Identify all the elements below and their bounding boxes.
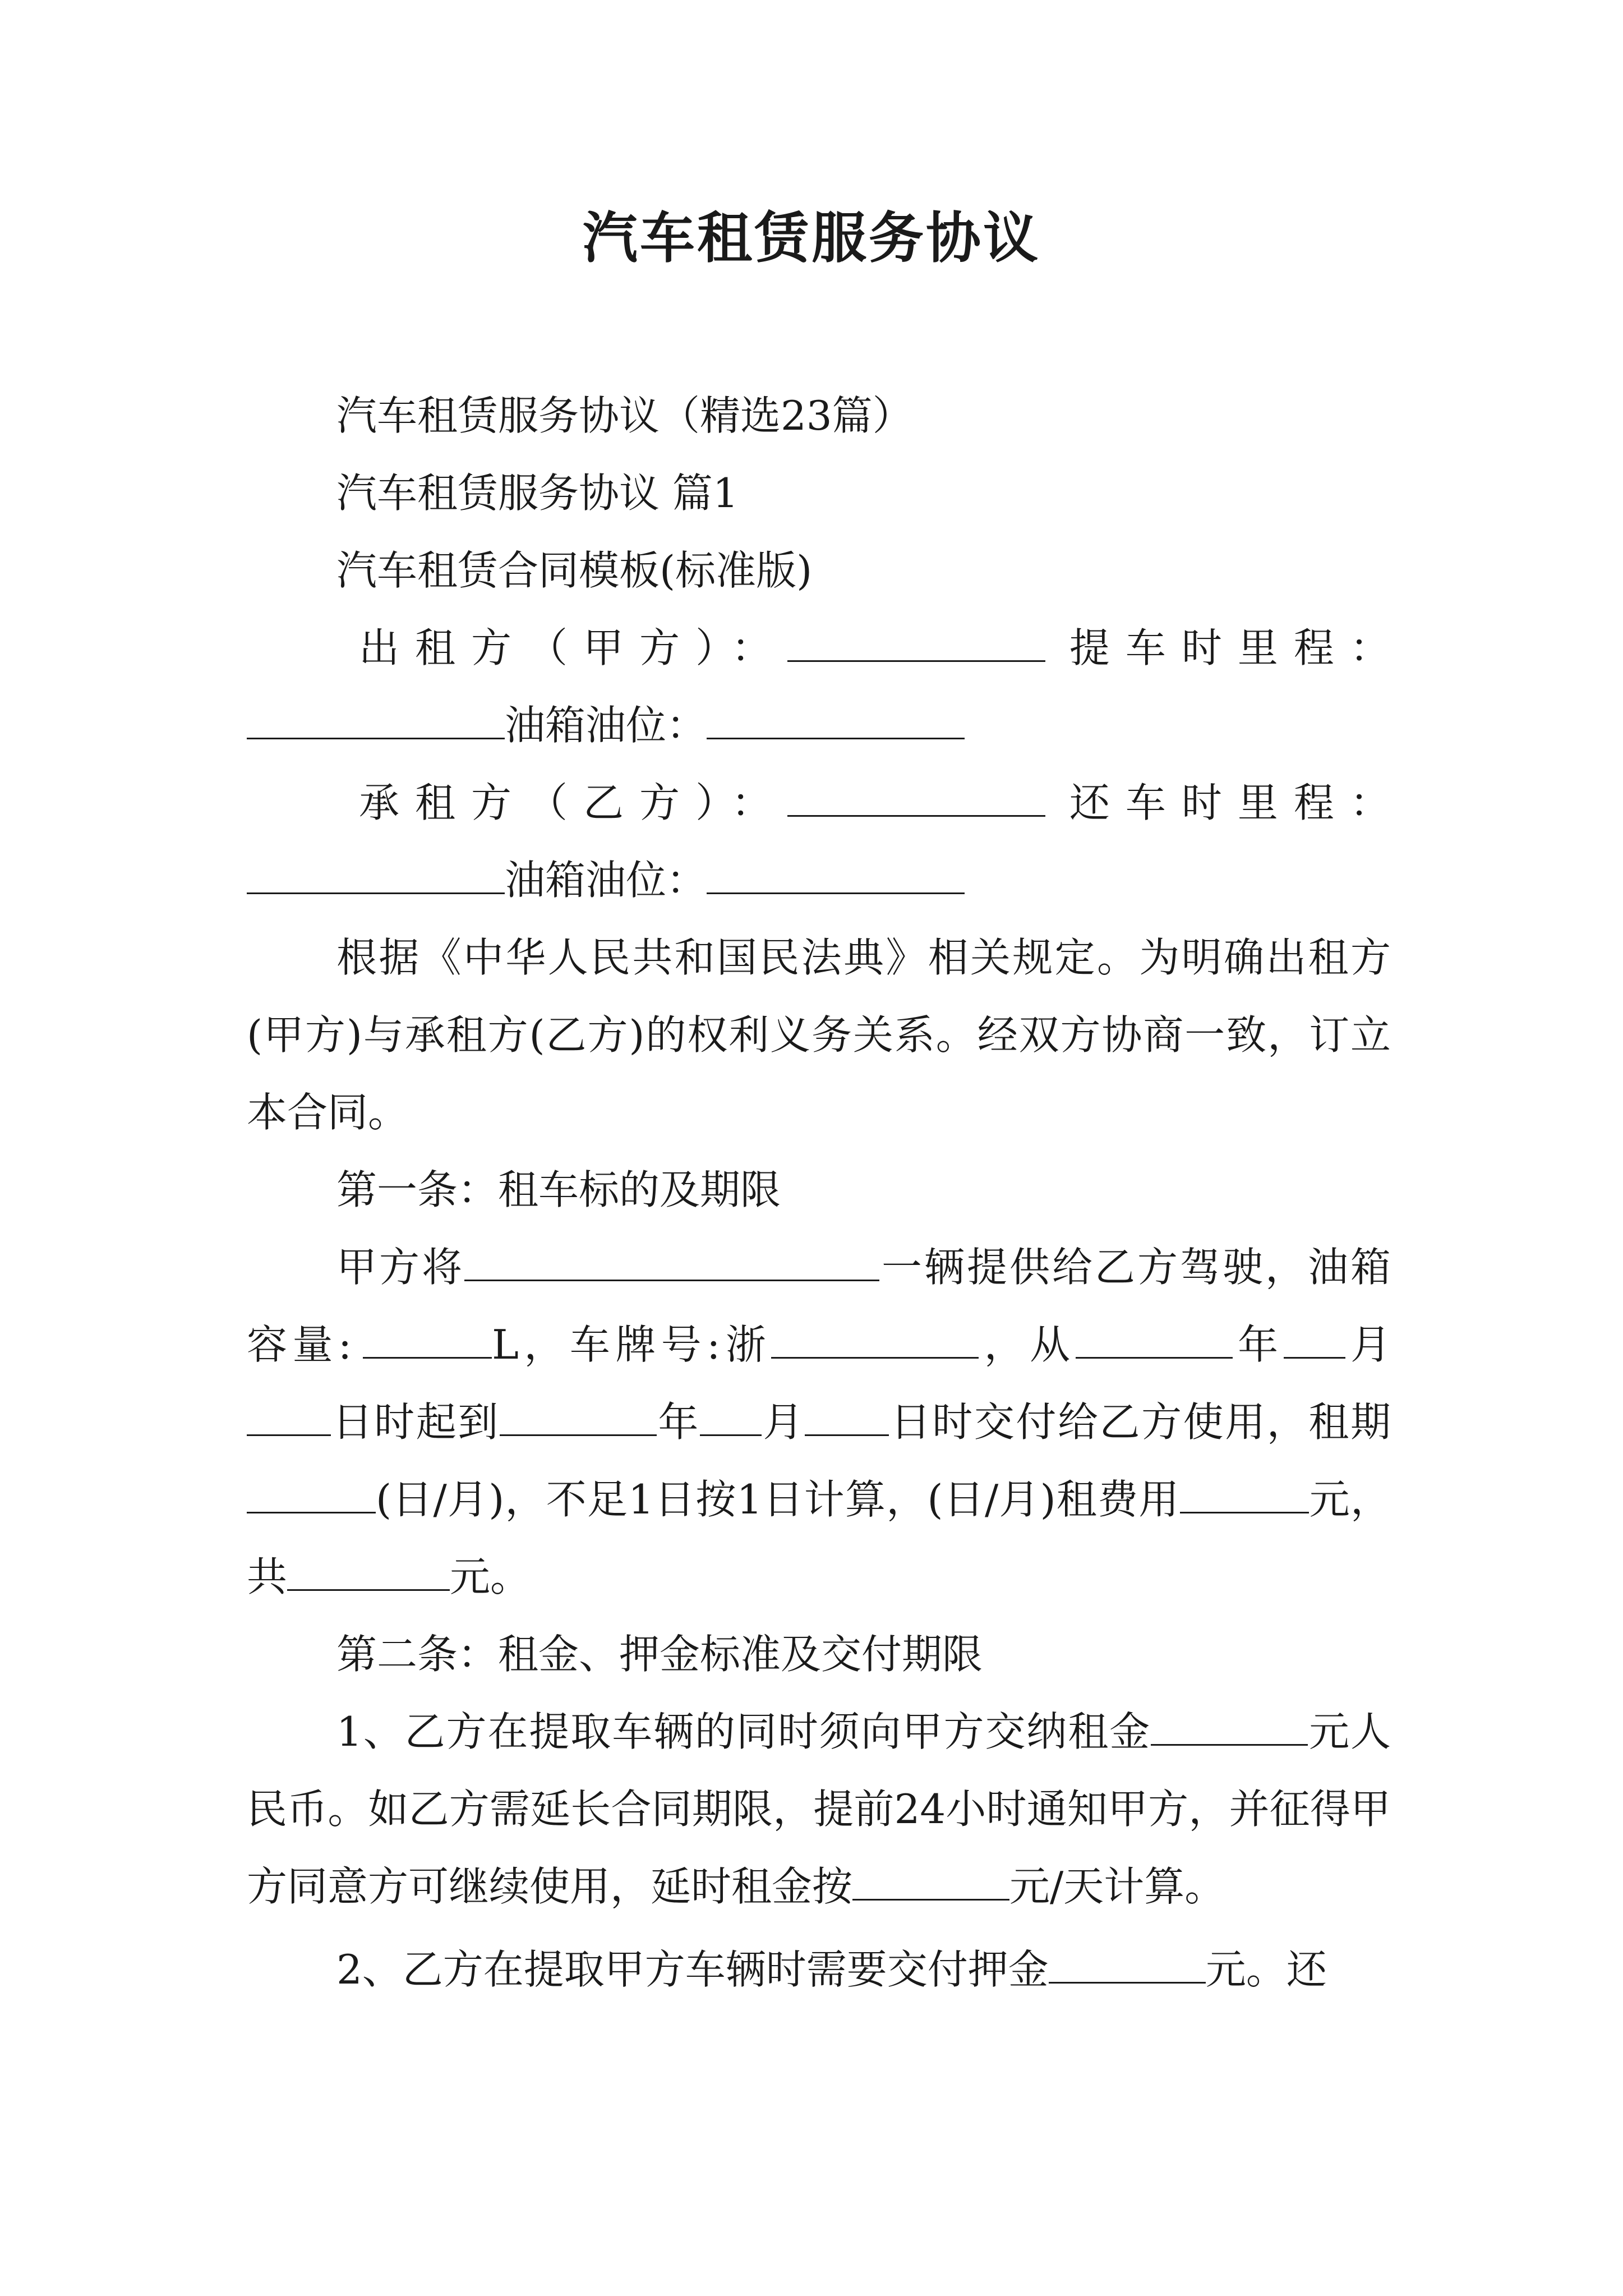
a1-text-4: ，从	[979, 1321, 1076, 1368]
fuel-level-label-1: 油箱油位：	[505, 702, 707, 749]
a1-text-6: 月	[1345, 1321, 1391, 1368]
fuel-line-1	[247, 687, 1391, 764]
plate-number-blank	[771, 1323, 979, 1359]
overtime-rent-blank	[852, 1865, 1009, 1901]
a1-text-9: 月	[761, 1398, 805, 1446]
lessor-blank	[787, 627, 1045, 662]
rental-period-blank	[247, 1478, 376, 1513]
fuel-level-blank-1	[707, 704, 965, 739]
article-2-item-2	[247, 1931, 1391, 2008]
pickup-mileage-label: 提车时里程：	[1069, 624, 1406, 671]
section-heading: 汽车租赁服务协议 篇1	[336, 470, 739, 517]
tank-capacity-blank	[363, 1323, 492, 1359]
a1-text-12: 元，共	[247, 1476, 1391, 1600]
lessee-label: 承租方（乙方）：	[359, 779, 788, 826]
subtitle-line: 汽车租赁服务协议（精选23篇）	[336, 392, 913, 439]
total-fee-blank	[287, 1556, 450, 1591]
a1-text-5: 年	[1232, 1321, 1284, 1368]
end-day-blank	[805, 1401, 889, 1436]
start-day-blank	[247, 1401, 331, 1436]
article-1-heading: 第一条：租车标的及期限	[336, 1166, 781, 1213]
a1-text-11: (日/月)，不足1日按1日计算，(日/月)租费用	[376, 1476, 1180, 1523]
unit-fee-blank	[1180, 1478, 1309, 1513]
article-2-item-1	[247, 1693, 1391, 1925]
end-month-blank	[700, 1401, 762, 1436]
a1-text-1: 甲方将	[336, 1244, 464, 1291]
a1-text-10: 日时交付给乙方使用，租期	[889, 1398, 1391, 1446]
lessor-line	[247, 609, 1406, 687]
lessee-blank	[787, 781, 1045, 817]
fuel-line-2	[247, 841, 1391, 919]
intro-paragraph: 根据《中华人民共和国民法典》相关规定。为明确出租方(甲方)与承租方(乙方)的权利义务关系。经双方协商一致，订立本合同。	[247, 934, 1391, 1136]
a1-text-8: 年	[656, 1398, 700, 1446]
pickup-mileage-blank	[247, 704, 505, 739]
end-year-blank	[500, 1401, 657, 1436]
a1-text-7: 日时起到	[331, 1398, 500, 1446]
contract-template-heading: 汽车租赁合同模板(标准版)	[336, 547, 813, 594]
a1-text-2: 一辆提供给乙方驾驶，油箱容量:	[247, 1244, 1391, 1368]
a2-item2-text-2: 元。还	[1205, 1946, 1327, 1993]
deposit-blank	[1049, 1948, 1206, 1984]
rent-amount-blank	[1151, 1710, 1308, 1746]
a1-text-3: L，车牌号:浙	[492, 1321, 772, 1368]
vehicle-blank	[464, 1246, 879, 1281]
a2-item1-text-2: 元人民币。如乙方需延长合同期限，提前24小时通知甲方，并征得甲方同意方可继续使用，延时租金按	[247, 1708, 1391, 1910]
start-year-blank	[1076, 1323, 1233, 1359]
article-1-paragraph	[247, 1228, 1391, 1616]
lessor-label: 出租方（甲方）：	[359, 624, 788, 671]
fuel-level-blank-2	[707, 859, 965, 894]
start-month-blank-prefix	[1284, 1323, 1345, 1359]
a1-text-13: 元。	[450, 1553, 531, 1600]
return-mileage-blank	[247, 859, 505, 894]
a2-item1-text-3: 元/天计算。	[1009, 1863, 1225, 1910]
lessee-line	[247, 764, 1406, 841]
article-2-heading: 第二条：租金、押金标准及交付期限	[336, 1631, 983, 1678]
a2-item1-text-1: 1、乙方在提取车辆的同时须向甲方交纳租金	[336, 1708, 1151, 1755]
a2-item2-text-1: 2、乙方在提取甲方车辆时需要交付押金	[336, 1946, 1049, 1993]
return-mileage-label: 还车时里程：	[1069, 779, 1406, 826]
fuel-level-label-2: 油箱油位：	[505, 857, 707, 904]
document-body	[247, 377, 1406, 2008]
document-title: 汽车租赁服务协议	[582, 206, 1040, 270]
